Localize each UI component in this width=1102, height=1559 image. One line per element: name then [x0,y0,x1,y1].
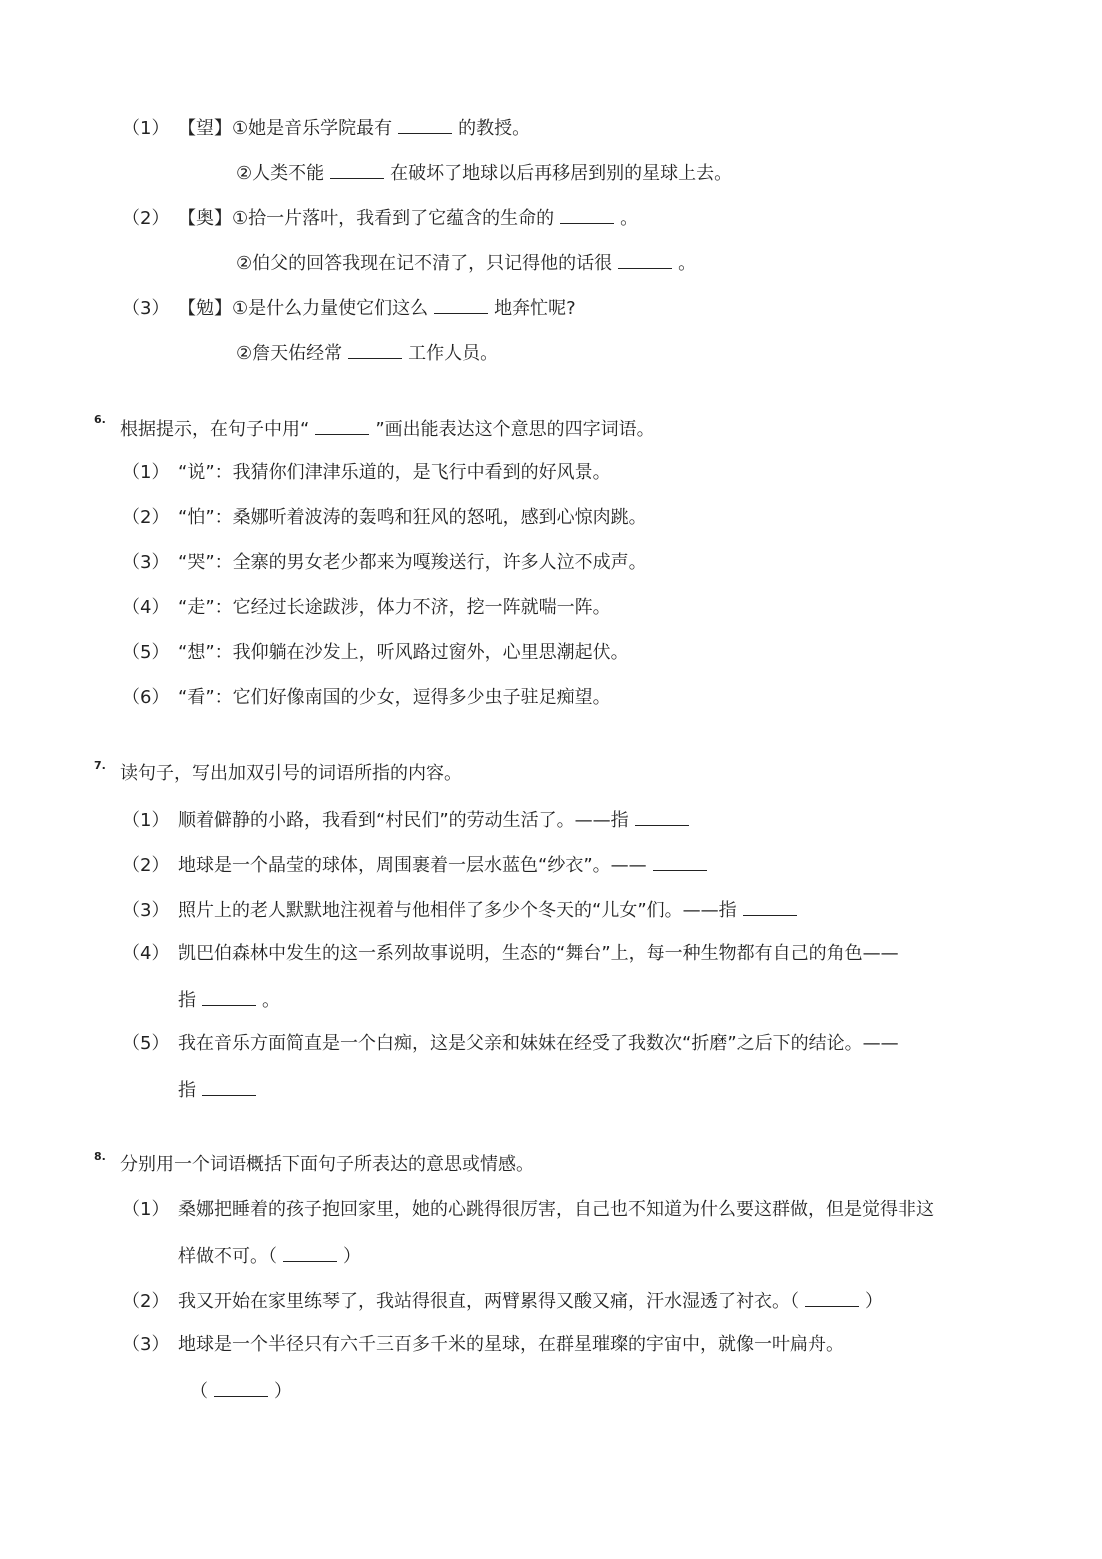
item-index: （3） [122,1334,170,1355]
item-index: （2） [122,208,170,229]
item-text: ） [865,1291,883,1312]
sentence-part: ②人类不能 [236,163,325,184]
question-number: 8. [94,1150,106,1163]
q8-item [122,1198,934,1222]
q7-item-cont [178,987,280,1013]
q5-item-1 [122,115,530,141]
sentence-part: 。 [620,208,639,229]
q5-item-3 [122,295,576,321]
char-tag: 【望】 [178,118,232,139]
question-prompt: 分别用一个词语概括下面句子所表达的意思或情感。 [120,1154,534,1175]
q6-item [122,551,647,575]
item-index: （1） [122,118,170,139]
item-index: （1） [122,1199,170,1220]
item-text: “怕”：桑娜听着波涛的轰鸣和狂风的怒吼，感到心惊肉跳。 [178,507,647,528]
answer-blank[interactable] [398,115,452,134]
item-index: （5） [122,1033,170,1054]
answer-blank[interactable] [653,852,707,871]
answer-blank[interactable] [805,1288,859,1307]
question-number: 6. [94,413,106,426]
sentence-part: 在破坏了地球以后再移居到别的星球上去。 [390,163,733,184]
q5-item-2 [122,205,638,231]
item-text: 指 [178,990,196,1011]
q5-item-2-sub [236,250,696,276]
item-text: 凯巴伯森林中发生的这一系列故事说明，生态的“舞台”上，每一种生物都有自己的角色—— [178,943,899,964]
item-index: （4） [122,597,170,618]
sentence-part: 。 [678,253,697,274]
q7-item [122,897,803,923]
char-tag: 【勉】 [178,298,232,319]
q5-item-1-sub [236,160,732,186]
item-text: ） [274,1381,292,1402]
sentence-part: 的教授。 [458,118,531,139]
item-text: 我在音乐方面简直是一个白痴，这是父亲和妹妹在经受了我数次“折磨”之后下的结论。—— [178,1033,899,1054]
item-text: 桑娜把睡着的孩子抱回家里，她的心跳得很厉害，自己也不知道为什么要这群做，但是觉得非这 [178,1199,934,1220]
q6-item [122,641,629,665]
question-prompt [120,416,655,442]
item-index: （4） [122,943,170,964]
item-index: （2） [122,507,170,528]
question-number: 7. [94,759,106,772]
q6-item [122,596,611,620]
answer-blank[interactable] [330,160,384,179]
answer-blank[interactable] [434,295,488,314]
q8-item [122,1333,844,1357]
answer-blank[interactable] [618,250,672,269]
answer-blank[interactable] [635,807,689,826]
answer-blank[interactable] [560,205,614,224]
q6-item [122,686,611,710]
sentence-part: ②詹天佑经常 [236,343,343,364]
item-text: 顺着僻静的小路，我看到“村民们”的劳动生活了。——指 [178,810,629,831]
item-text: 。 [262,990,280,1011]
item-text: 照片上的老人默默地注视着与他相伴了多少个冬天的“儿女”们。——指 [178,900,737,921]
q8-item [122,1288,883,1314]
item-text: 我又开始在家里练琴了，我站得很直，两臂累得又酸又痛，汗水湿透了衬衣。（ [178,1291,799,1312]
sentence-part: ②伯父的回答我现在记不清了，只记得他的话很 [236,253,613,274]
sentence-part: 地奔忙呢? [494,298,576,319]
sentence-part: ①是什么力量使它们这么 [232,298,429,319]
prompt-part: ”画出能表达这个意思的四字词语。 [375,419,655,440]
sentence-part: 工作人员。 [408,343,499,364]
q5-item-3-sub [236,340,498,366]
item-text: “说”：我猜你们津津乐道的，是飞行中看到的好风景。 [178,462,611,483]
item-index: （1） [122,810,170,831]
example-blank [315,416,369,435]
prompt-part: 根据提示，在句子中用“ [120,419,310,440]
item-text: “想”：我仰躺在沙发上，听风路过窗外，心里思潮起伏。 [178,642,629,663]
q7-item [122,1032,899,1056]
sentence-part: ①拾一片落叶，我看到了它蕴含的生命的 [232,208,555,229]
sentence-part: ①她是音乐学院最有 [232,118,393,139]
answer-blank[interactable] [202,987,256,1006]
q7-item [122,807,695,833]
q8-item-cont [178,1243,361,1269]
item-index: （2） [122,1291,170,1312]
q7-item [122,852,713,878]
item-text: （ [190,1381,208,1402]
item-index: （3） [122,900,170,921]
q8-item-cont [190,1378,292,1404]
item-index: （3） [122,298,170,319]
answer-blank[interactable] [202,1077,256,1096]
item-text: “看”：它们好像南国的少女，逗得多少虫子驻足痴望。 [178,687,611,708]
item-text: “走”：它经过长途跋涉，体力不济，挖一阵就喘一阵。 [178,597,611,618]
question-prompt: 读句子，写出加双引号的词语所指的内容。 [120,763,462,784]
item-index: （6） [122,687,170,708]
item-text: ） [343,1246,361,1267]
answer-blank[interactable] [743,897,797,916]
item-index: （5） [122,642,170,663]
item-text: 样做不可。（ [178,1246,277,1267]
q6-item [122,506,647,530]
item-text: 指 [178,1080,196,1101]
q7-item [122,942,899,966]
item-index: （3） [122,552,170,573]
char-tag: 【奥】 [178,208,232,229]
item-index: （1） [122,462,170,483]
item-text: “哭”：全寨的男女老少都来为嘎羧送行，许多人泣不成声。 [178,552,647,573]
answer-blank[interactable] [214,1378,268,1397]
item-text: 地球是一个半径只有六千三百多千米的星球，在群星璀璨的宇宙中，就像一叶扁舟。 [178,1334,844,1355]
answer-blank[interactable] [283,1243,337,1262]
item-text: 地球是一个晶莹的球体，周围裹着一层水蓝色“纱衣”。—— [178,855,647,876]
q7-item-cont [178,1077,262,1103]
item-index: （2） [122,855,170,876]
q6-item [122,461,611,485]
answer-blank[interactable] [348,340,402,359]
